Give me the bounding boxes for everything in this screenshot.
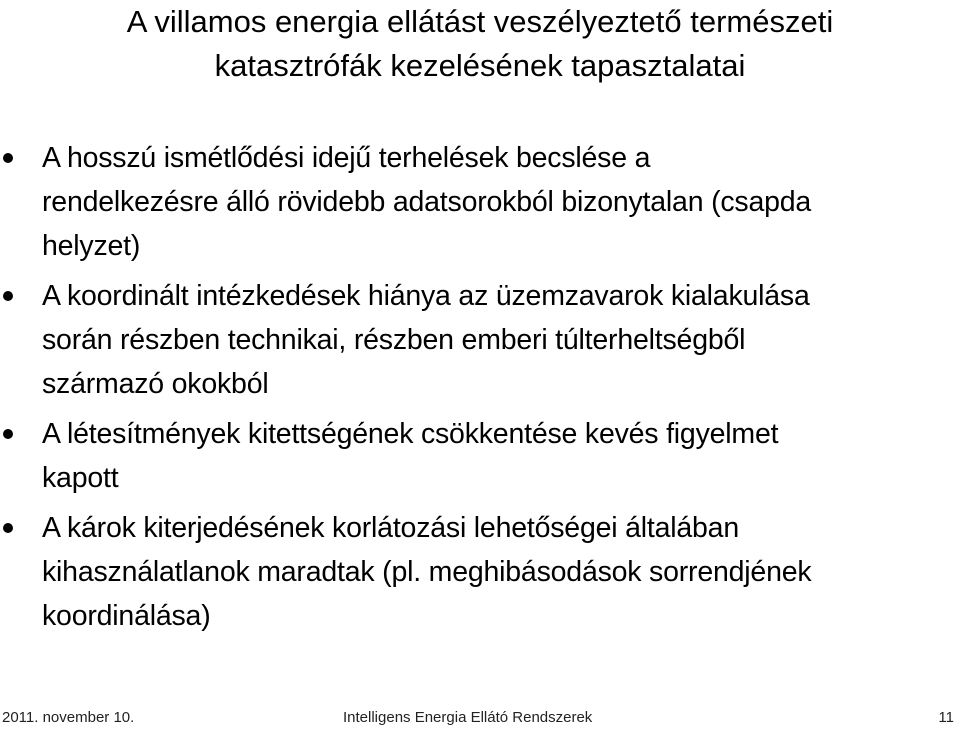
- bullet-text-line: rendelkezésre álló rövidebb adatsorokból bizonytalan (csapda: [42, 186, 812, 218]
- slide-title-line: katasztrófák kezelésének tapasztalatai: [214, 48, 746, 83]
- bullet-text-line: koordinálása): [42, 600, 211, 632]
- bullet-text-line: A koordinált intézkedések hiánya az üzemzavarok kialakulása: [42, 280, 810, 312]
- slide-title: [0, 0, 960, 88]
- bullet-text-line: A hosszú ismétlődési idejű terhelések becslése a: [42, 142, 651, 174]
- bullet-dot-icon: [3, 291, 13, 301]
- bullet-text-line: kihasználatlanok maradtak (pl. meghibásodások sorrendjének: [42, 556, 812, 588]
- bullet-dot-icon: [3, 429, 13, 439]
- bullet-dot-icon: [3, 153, 13, 163]
- bullet-item: [0, 136, 960, 268]
- bullet-text-line: származó okokból: [42, 368, 269, 400]
- bullet-item: [0, 506, 960, 638]
- bullet-text-line: A károk kiterjedésének korlátozási lehetőségei általában: [42, 512, 739, 544]
- bullet-item: [0, 274, 960, 406]
- bullet-text-line: helyzet): [42, 230, 141, 262]
- slide-title-line: A villamos energia ellátást veszélyeztető természeti: [126, 4, 834, 39]
- bullet-text-line: kapott: [42, 462, 119, 494]
- bullet-item: [0, 412, 960, 500]
- slide-footer: [0, 706, 960, 730]
- footer-date: 2011. november 10.: [2, 709, 135, 726]
- bullet-text-line: A létesítmények kitettségének csökkentése kevés figyelmet: [42, 418, 779, 450]
- footer-presentation-title: Intelligens Energia Ellátó Rendszerek: [343, 709, 593, 726]
- bullet-dot-icon: [3, 523, 13, 533]
- bullet-list: [0, 136, 960, 644]
- bullet-text-line: során részben technikai, részben emberi túlterheltségből: [42, 324, 746, 356]
- footer-page-number: 11: [938, 709, 954, 726]
